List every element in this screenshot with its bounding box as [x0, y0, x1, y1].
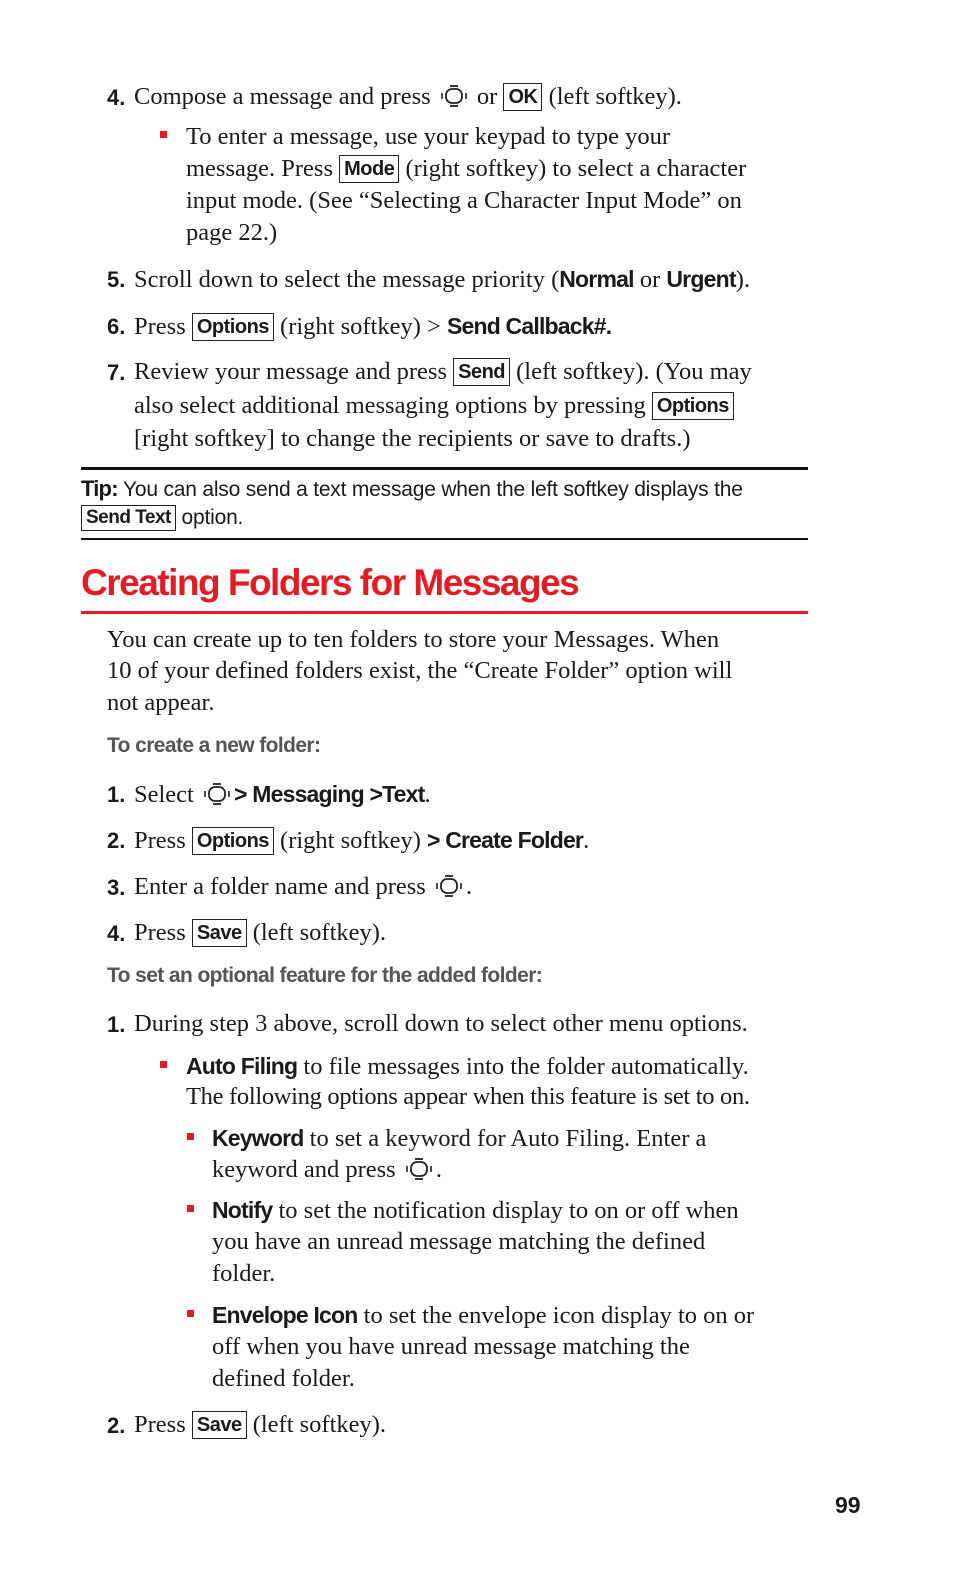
- bullet-icon: [187, 1310, 194, 1317]
- ok-softkey: OK: [503, 83, 542, 111]
- subhead: To set an optional feature for the added folder:: [107, 964, 543, 987]
- menu-ok-key-icon: [404, 1157, 434, 1181]
- step-number: 4.: [107, 921, 126, 946]
- intro-text: You can create up to ten folders to store your Messages. When: [107, 626, 720, 653]
- bullet-text: folder.: [212, 1260, 276, 1287]
- bullet-text: The following options appear when this feature is set to on.: [186, 1083, 750, 1110]
- page-number: 99: [835, 1492, 861, 1518]
- term: Keyword: [212, 1125, 304, 1151]
- bullet-text: off when you have unread message matching the: [212, 1333, 690, 1360]
- subhead: To create a new folder:: [107, 734, 321, 757]
- tip-text: Send Text option.: [81, 505, 243, 531]
- step-text: Select > Messaging >Text.: [134, 781, 431, 808]
- options-softkey: Options: [652, 392, 734, 420]
- tip-label: Tip:: [81, 476, 118, 501]
- bullet-icon: [187, 1205, 194, 1212]
- send-softkey: Send: [453, 358, 510, 386]
- step-number: 3.: [107, 875, 126, 900]
- step-text: Press Save (left softkey).: [134, 1411, 387, 1438]
- intro-text: 10 of your defined folders exist, the “Create Folder” option will: [107, 657, 733, 684]
- bullet-icon: [187, 1133, 194, 1140]
- step-number: 6.: [107, 314, 126, 339]
- mode-softkey: Mode: [339, 155, 399, 183]
- step-number: 1.: [107, 1012, 126, 1037]
- bullet-text: Auto Filing to file messages into the folder automatically.: [186, 1053, 749, 1080]
- step-text: Review your message and press Send (left softkey). (You may: [134, 358, 752, 385]
- bullet-icon: [160, 1061, 167, 1068]
- menu-ok-key-icon: [434, 874, 464, 898]
- step-text: Press Options (right softkey) > Send Callback#.: [134, 313, 612, 340]
- section-rule: [81, 611, 808, 614]
- intro-text: not appear.: [107, 689, 215, 716]
- step-text: Enter a folder name and press .: [134, 873, 473, 900]
- bullet-text: you have an unread message matching the defined: [212, 1228, 706, 1255]
- step-text: Scroll down to select the message priority (Normal or Urgent).: [134, 266, 750, 293]
- menu-ok-key-icon: [202, 782, 232, 806]
- tip-text: Tip: You can also send a text message when the left softkey displays the: [81, 476, 743, 501]
- bullet-text: input mode. (See “Selecting a Character Input Mode” on: [186, 187, 742, 214]
- send-text-softkey: Send Text: [81, 505, 176, 531]
- step-number: 2.: [107, 1413, 126, 1438]
- bullet-text: Notify to set the notification display to on or off when: [212, 1197, 739, 1224]
- bullet-text: defined folder.: [212, 1365, 355, 1392]
- step-number: 4.: [107, 85, 126, 110]
- term: Envelope Icon: [212, 1302, 358, 1328]
- term: Auto Filing: [186, 1053, 298, 1079]
- menu-ok-key-icon: [439, 84, 469, 108]
- step-number: 7.: [107, 360, 126, 385]
- step-text: Press Options (right softkey) > Create Folder.: [134, 827, 590, 854]
- step-text: [right softkey] to change the recipients or save to drafts.): [134, 425, 691, 452]
- bullet-text: keyword and press .: [212, 1156, 442, 1183]
- step-number: 1.: [107, 782, 126, 807]
- section-title: Creating Folders for Messages: [81, 562, 579, 603]
- step-text: Press Save (left softkey).: [134, 919, 387, 946]
- tip-top-rule: [81, 467, 808, 470]
- bullet-text: page 22.): [186, 219, 278, 246]
- step-number: 5.: [107, 267, 126, 292]
- tip-bottom-rule: [81, 538, 808, 540]
- step-text: also select additional messaging options by pressing Options: [134, 390, 734, 422]
- save-softkey: Save: [192, 919, 247, 947]
- bullet-text: message. Press Mode (right softkey) to select a character: [186, 155, 747, 182]
- bullet-text: To enter a message, use your keypad to type your: [186, 123, 671, 150]
- options-softkey: Options: [192, 827, 274, 855]
- bullet-icon: [160, 131, 167, 138]
- bullet-text: Envelope Icon to set the envelope icon display to on or: [212, 1302, 755, 1329]
- term: Notify: [212, 1197, 273, 1223]
- step-text: Compose a message and press or OK (left softkey).: [134, 83, 682, 110]
- save-softkey: Save: [192, 1411, 247, 1439]
- bullet-text: Keyword to set a keyword for Auto Filing. Enter a: [212, 1125, 707, 1152]
- step-number: 2.: [107, 828, 126, 853]
- step-text: During step 3 above, scroll down to select other menu options.: [134, 1010, 748, 1037]
- options-softkey: Options: [192, 313, 274, 341]
